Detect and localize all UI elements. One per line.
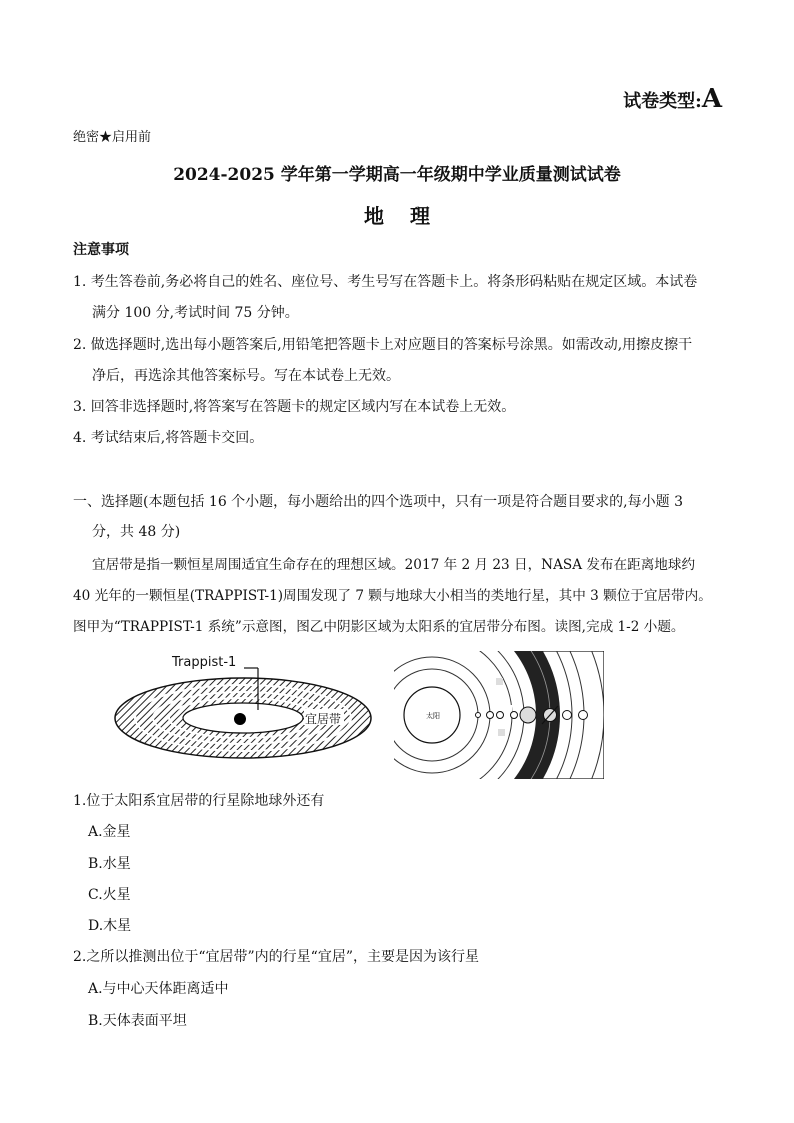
planet-jupiter xyxy=(520,707,536,723)
zone-marker xyxy=(496,678,503,685)
question-2-option-a: A.与中心天体距离适中 xyxy=(88,981,229,997)
trappist-system-figure xyxy=(112,648,378,760)
trappist-star xyxy=(234,713,246,725)
notice-item-2-line1: 2. 做选择题时,选出每小题答案后,用铅笔把答题卡上对应题目的答案标号涂黑。如需改动,用擦皮擦干 xyxy=(73,337,693,353)
zone-marker xyxy=(498,729,505,736)
solar-system-figure xyxy=(394,651,604,779)
notice-item-1-line1: 1. 考生答卷前,务必将自己的姓名、座位号、考生号写在答题卡上。将条形码粘贴在规定区域。本试卷 xyxy=(73,274,698,290)
question-2-option-b: B.天体表面平坦 xyxy=(88,1013,187,1029)
subject-title: 地理 xyxy=(364,204,456,228)
question-1-option-d: D.木星 xyxy=(88,918,132,934)
paper-type-label: 试卷类型: xyxy=(623,91,702,112)
planet-neptune xyxy=(579,711,588,720)
notice-item-3: 3. 回答非选择题时,将答案写在答题卡的规定区域内写在本试卷上无效。 xyxy=(73,399,516,415)
question-1-option-b: B.水星 xyxy=(88,856,131,872)
section-heading-line1: 一、选择题(本题包括 16 个小题，每小题给出的四个选项中，只有一项是符合题目要求的,每小题 3 xyxy=(73,494,683,510)
question-2-stem: 2.之所以推测出位于“宜居带”内的行星“宜居”，主要是因为该行星 xyxy=(73,949,479,965)
planet-uranus xyxy=(563,711,572,720)
planet-mercury xyxy=(476,713,481,718)
zone-marker xyxy=(504,705,512,712)
notice-heading: 注意事项 xyxy=(73,242,129,258)
trappist-label: Trappist-1 xyxy=(172,655,237,670)
notice-item-4: 4. 考试结束后,将答题卡交回。 xyxy=(73,430,264,446)
paper-type xyxy=(623,84,722,114)
paper-type-value: A xyxy=(701,84,722,114)
planet-earth xyxy=(497,712,504,719)
notice-item-1-line2: 满分 100 分,考试时间 75 分钟。 xyxy=(92,305,299,321)
question-1-option-c: C.火星 xyxy=(88,887,131,903)
question-1-stem: 1.位于太阳系宜居带的行星除地球外还有 xyxy=(73,793,325,809)
confidential-mark: 绝密★启用前 xyxy=(73,130,152,145)
passage-line1: 宜居带是指一颗恒星周围适宜生命存在的理想区域。2017 年 2 月 23 日，NASA 发布在距离地球约 xyxy=(92,557,696,573)
notice-item-2-line2: 净后，再选涂其他答案标号。写在本试卷上无效。 xyxy=(92,368,400,384)
planet-mars xyxy=(511,712,518,719)
section-heading-line2: 分，共 48 分) xyxy=(92,524,181,540)
exam-title: 2024-2025 学年第一学期高一年级期中学业质量测试试卷 xyxy=(173,165,621,185)
passage-line2: 40 光年的一颗恒星(TRAPPIST-1)周围发现了 7 颗与地球大小相当的类地行星，其中 3 颗位于宜居带内。 xyxy=(73,588,712,604)
sun-label: 太阳 xyxy=(426,712,440,720)
habitable-zone-label: 宜居带 xyxy=(305,712,342,726)
question-1-option-a: A.金星 xyxy=(88,824,131,840)
planet-venus xyxy=(487,712,494,719)
passage-line3: 图甲为“TRAPPIST-1 系统”示意图，图乙中阴影区域为太阳系的宜居带分布图。读图,完成 1-2 小题。 xyxy=(73,619,685,635)
